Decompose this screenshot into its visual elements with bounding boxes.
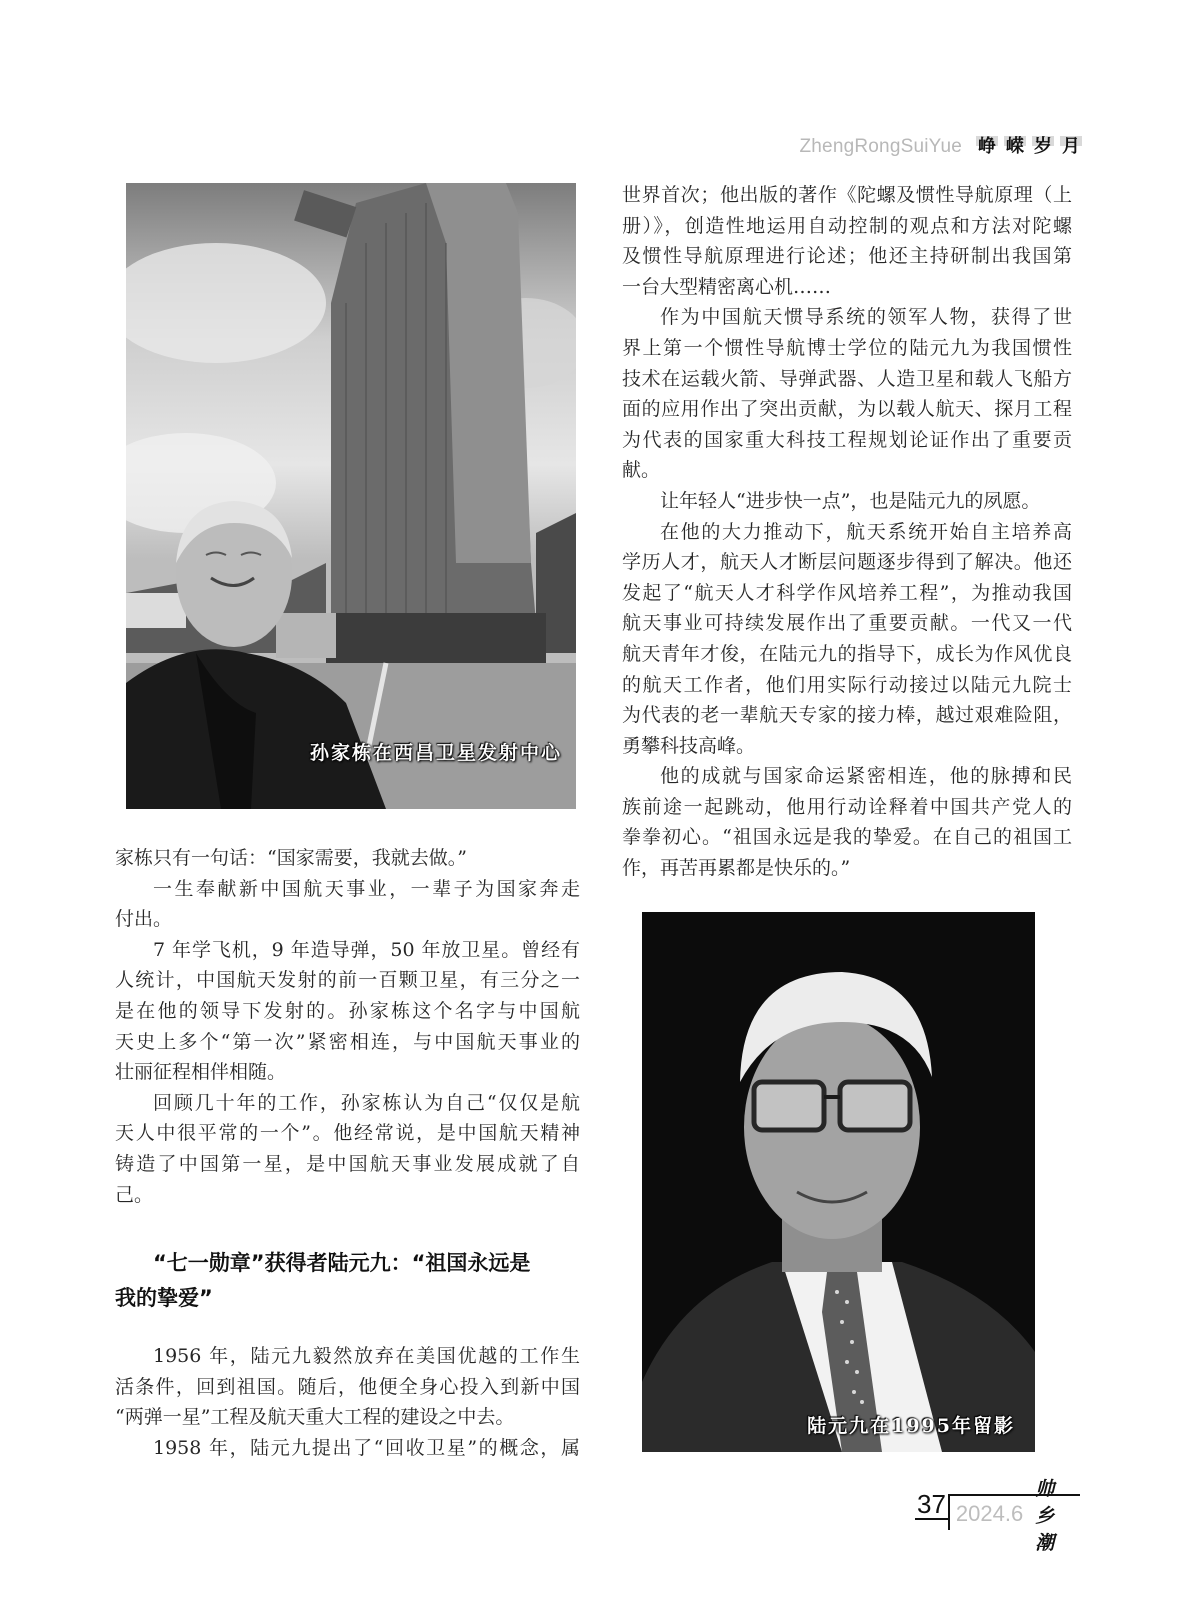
page-footer <box>915 1477 1080 1554</box>
text-line: 让年轻人“进步快一点”，也是陆元九的夙愿。 <box>660 489 1041 512</box>
section-pinyin: ZhengRongSuiYue <box>799 136 962 157</box>
text-line: 家栋只有一句话：“国家需要，我就去做。” <box>115 847 467 869</box>
page-number: 37 <box>917 1489 946 1519</box>
section-heading-line1: “七一勋章”获得者陆元九：“祖国永远是 <box>153 1251 531 1275</box>
text-line: 回顾几十年的工作，孙家栋认为自己“仅仅是航 <box>153 1091 580 1114</box>
footer-issue-box <box>948 1477 1080 1554</box>
left-column-text-2 <box>115 1341 580 1463</box>
section-title <box>976 136 1082 158</box>
left-column-text <box>115 843 580 1210</box>
text-line: 世界首次；他出版的著作《陀螺及惯性导航原理（上 <box>622 184 1072 206</box>
photo-launch-tower-illustration <box>126 183 576 809</box>
magazine-logo: 帅乡潮 <box>1035 1477 1056 1554</box>
text-line: “两弹一星”工程及航天重大工程的建设之中去。 <box>115 1406 515 1429</box>
text-line: 航天青年才俊，在陆元九的指导下，成长为作风优良 <box>622 642 1072 665</box>
text-line: 活条件，回到祖国。随后，他便全身心投入到新中国 <box>115 1375 580 1398</box>
text-line: 的航天工作者，他们用实际行动接过以陆元九院士 <box>622 673 1072 696</box>
text-line: 7 年学飞机，9 年造导弹，50 年放卫星。曾经有 <box>153 938 580 961</box>
photo1-caption: 孙家栋在西昌卫星发射中心 <box>309 742 562 764</box>
text-line: 一台大型精密离心机…… <box>622 275 832 298</box>
text-line: 铸造了中国第一星，是中国航天事业发展成就了自 <box>115 1152 580 1175</box>
text-line: 一生奉献新中国航天事业，一辈子为国家奔走 <box>153 877 580 900</box>
photo-sun-jiadong <box>126 183 576 809</box>
text-line: 在他的大力推动下，航天系统开始自主培养高 <box>660 520 1072 543</box>
text-line: 界上第一个惯性导航博士学位的陆元九为我国惯性 <box>622 336 1072 359</box>
text-line: 面的应用作出了突出贡献，为以载人航天、探月工程 <box>622 398 1072 421</box>
photo2-caption: 陆元九在1995年留影 <box>807 1415 1015 1437</box>
text-line: 学历人才，航天人才断层问题逐步得到了解决。他还 <box>622 551 1072 574</box>
text-line: 天史上多个“第一次”紧密相连，与中国航天事业的 <box>115 1030 580 1053</box>
text-line: 天人中很平常的一个”。他经常说，是中国航天精神 <box>115 1122 580 1145</box>
text-line: 发起了“航天人才科学作风培养工程”，为推动我国 <box>622 581 1072 604</box>
section-char: 嵘 <box>1006 136 1024 157</box>
text-line: 为代表的老一辈航天专家的接力棒，越过艰难险阻， <box>622 704 1072 727</box>
text-line: 1958 年，陆元九提出了“回收卫星”的概念，属 <box>153 1436 580 1459</box>
text-line: 拳拳初心。“祖国永远是我的挚爱。在自己的祖国工 <box>622 826 1072 849</box>
text-line: 为代表的国家重大科技工程规划论证作出了重要贡 <box>622 428 1072 451</box>
text-line: 勇攀科技高峰。 <box>622 734 756 757</box>
text-line: 人统计，中国航天发射的前一百颗卫星，有三分之一 <box>115 969 580 992</box>
issue-date: 2024.6 <box>955 1501 1024 1526</box>
text-line: 作，再苦再累都是快乐的。” <box>622 857 851 880</box>
photo-portrait-illustration <box>642 912 1035 1452</box>
text-line: 航天事业可持续发展作出了重要贡献。一代又一代 <box>622 612 1072 635</box>
text-line: 是在他的领导下发射的。孙家栋这个名字与中国航 <box>115 999 580 1022</box>
text-line: 及惯性导航原理进行论述；他还主持研制出我国第 <box>622 245 1072 268</box>
text-line: 1956 年，陆元九毅然放弃在美国优越的工作生 <box>153 1345 580 1367</box>
text-line: 献。 <box>622 459 661 482</box>
running-header <box>799 136 1082 158</box>
text-line: 族前途一起跳动，他用行动诠释着中国共产党人的 <box>622 795 1072 818</box>
section-heading <box>115 1246 580 1316</box>
text-line: 己。 <box>115 1183 154 1206</box>
text-line: 他的成就与国家命运紧密相连，他的脉搏和民 <box>660 765 1072 788</box>
text-line: 技术在运载火箭、导弹武器、人造卫星和载人飞船方 <box>622 367 1072 390</box>
section-char: 岁 <box>1034 136 1052 157</box>
section-char: 月 <box>1062 136 1080 157</box>
section-char: 峥 <box>978 136 996 157</box>
right-column-text <box>622 180 1072 884</box>
text-line: 作为中国航天惯导系统的领军人物，获得了世 <box>660 306 1072 329</box>
section-heading-line2: 我的挚爱” <box>115 1286 213 1310</box>
text-line: 付出。 <box>115 908 173 931</box>
text-line: 壮丽征程相伴相随。 <box>115 1061 287 1084</box>
text-line: 册）》，创造性地运用自动控制的观点和方法对陀螺 <box>622 214 1072 237</box>
photo-lu-yuanjiu <box>642 912 1035 1452</box>
